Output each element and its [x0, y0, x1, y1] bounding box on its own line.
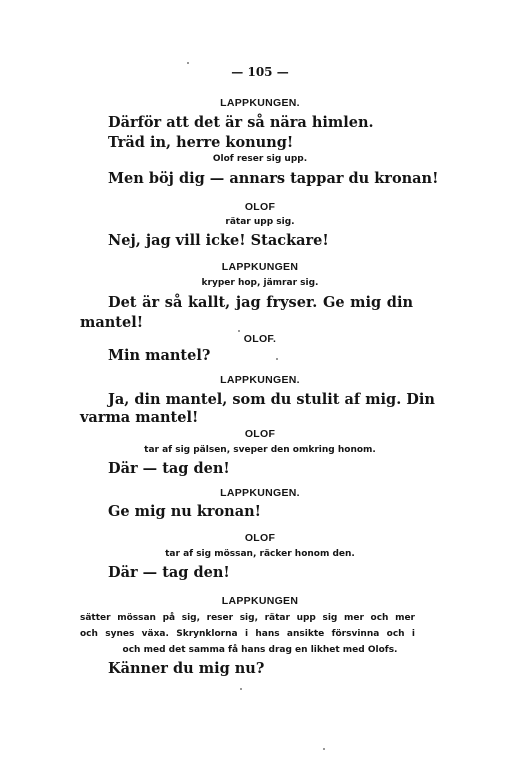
stage-direction: Olof reser sig upp. — [212, 154, 308, 164]
speaker-name: LAPPKUNGEN — [221, 595, 299, 607]
dialogue-line: Det är så kallt, jag fryser. Ge mig din — [108, 294, 413, 311]
stage-direction: sätter mössan på sig, reser sig, rätar upp sig mer och mer — [80, 613, 415, 623]
dialogue-line: varma mantel! — [80, 409, 199, 426]
print-speck — [238, 330, 240, 332]
speaker-name: LAPPKUNGEN — [221, 261, 299, 273]
dialogue-line: Träd in, herre konung! — [108, 134, 294, 151]
dialogue-line: Där — tag den! — [108, 564, 230, 581]
dialogue-line: Men böj dig — annars tappar du kronan! — [108, 170, 439, 187]
speaker-name: LAPPKUNGEN. — [220, 374, 300, 386]
stage-direction: tar af sig mössan, räcker honom den. — [165, 549, 355, 559]
dialogue-line: mantel! — [80, 314, 144, 331]
speaker-name: OLOF — [244, 532, 276, 544]
dialogue-line: Därför att det är så nära himlen. — [108, 114, 374, 131]
print-speck — [323, 748, 325, 750]
speaker-name: OLOF — [244, 201, 276, 213]
dialogue-line: Min mantel? — [108, 347, 211, 364]
speaker-name: LAPPKUNGEN. — [220, 97, 300, 109]
dialogue-line: Känner du mig nu? — [108, 660, 265, 677]
print-speck — [187, 62, 189, 64]
stage-direction: och synes växa. Skrynklorna i hans ansikte försvinna och i — [80, 629, 415, 639]
speaker-name: OLOF — [244, 428, 276, 440]
speaker-name: OLOF. — [243, 333, 277, 345]
dialogue-line: Nej, jag vill icke! Stackare! — [108, 232, 329, 249]
page-number: — 105 — — [231, 65, 289, 79]
speaker-name: LAPPKUNGEN. — [220, 487, 300, 499]
stage-direction: tar af sig pälsen, sveper den omkring honom. — [144, 445, 376, 455]
print-speck — [276, 358, 278, 360]
stage-direction: rätar upp sig. — [225, 217, 295, 227]
print-speck — [240, 688, 242, 690]
dialogue-line: Ja, din mantel, som du stulit af mig. Din — [108, 391, 435, 408]
stage-direction: kryper hop, jämrar sig. — [201, 278, 319, 288]
dialogue-line: Där — tag den! — [108, 460, 230, 477]
dialogue-line: Ge mig nu kronan! — [108, 503, 262, 520]
stage-direction: och med det samma få hans drag en likhet med Olofs. — [122, 645, 398, 655]
